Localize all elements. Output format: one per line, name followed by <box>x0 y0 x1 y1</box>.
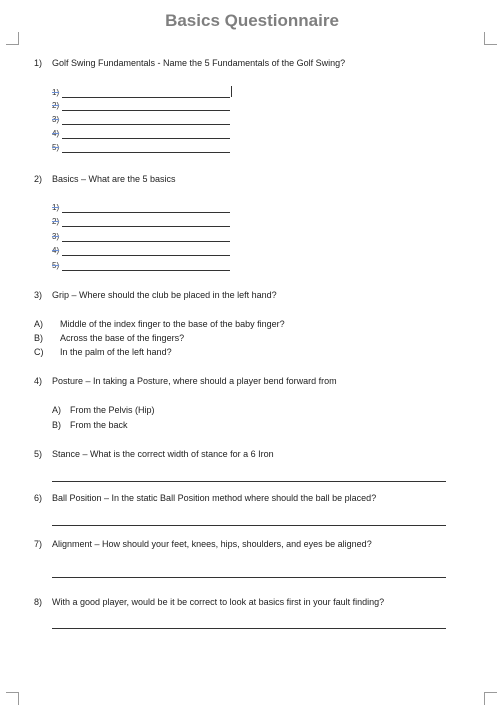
question-1-blank-number: 2) <box>52 101 60 110</box>
question-7-answer-line[interactable] <box>52 577 446 578</box>
option-text: From the back <box>70 420 128 430</box>
question-1-answer-line-1[interactable] <box>62 97 230 98</box>
question-2-text: Basics – What are the 5 basics <box>52 174 176 184</box>
question-8-answer-line[interactable] <box>52 628 446 629</box>
question-7-text: Alignment – How should your feet, knees, hips, shoulders, and eyes be aligned? <box>52 539 372 549</box>
question-2-blank-number: 2) <box>52 217 60 226</box>
question-4-text: Posture – In taking a Posture, where should a player bend forward from <box>52 376 337 386</box>
question-7-number: 7) <box>34 539 43 549</box>
question-6-text: Ball Position – In the static Ball Position method where should the ball be placed? <box>52 493 377 503</box>
question-5-answer-line[interactable] <box>52 481 446 482</box>
document-title: Basics Questionnaire <box>165 11 339 30</box>
question-2-blank-number: 1) <box>52 203 60 212</box>
question-2-blank-number: 3) <box>52 232 60 241</box>
question-4-number: 4) <box>34 376 43 386</box>
option-label: A) <box>52 405 61 415</box>
text-cursor <box>231 86 232 97</box>
question-3-number: 3) <box>34 290 43 300</box>
question-1-text: Golf Swing Fundamentals - Name the 5 Fundamentals of the Golf Swing? <box>52 58 346 68</box>
question-1-answer-line-3[interactable] <box>62 124 230 125</box>
question-2-number: 2) <box>34 174 43 184</box>
option-label: C) <box>34 347 44 357</box>
question-8-number: 8) <box>34 597 43 607</box>
question-1-blank-number: 5) <box>52 143 60 152</box>
option-text: Middle of the index finger to the base of the baby finger? <box>60 319 285 329</box>
page-corner-mark <box>6 32 19 45</box>
question-1-answer-line-5[interactable] <box>62 152 230 153</box>
question-1-blank-number: 4) <box>52 129 60 138</box>
page-corner-mark <box>484 32 497 45</box>
option-text: From the Pelvis (Hip) <box>70 405 155 415</box>
question-2-answer-line-3[interactable] <box>62 241 230 242</box>
question-1-number: 1) <box>34 58 43 68</box>
option-label: B) <box>34 333 43 343</box>
question-1-answer-line-2[interactable] <box>62 110 230 111</box>
question-2-blank-number: 4) <box>52 246 60 255</box>
question-5-number: 5) <box>34 449 43 459</box>
option-text: In the palm of the left hand? <box>60 347 172 357</box>
question-2-answer-line-1[interactable] <box>62 212 230 213</box>
question-2-blank-number: 5) <box>52 261 60 270</box>
question-6-number: 6) <box>34 493 43 503</box>
question-1-blank-number: 1) <box>52 88 60 97</box>
question-2-answer-line-4[interactable] <box>62 255 230 256</box>
question-8-text: With a good player, would be it be correct to look at basics first in your fault finding? <box>52 597 385 607</box>
option-label: B) <box>52 420 61 430</box>
page-corner-mark <box>484 692 497 705</box>
option-text: Across the base of the fingers? <box>60 333 185 343</box>
question-3-text: Grip – Where should the club be placed in the left hand? <box>52 290 277 300</box>
question-2-answer-line-5[interactable] <box>62 270 230 271</box>
question-1-answer-line-4[interactable] <box>62 138 230 139</box>
page-corner-mark <box>6 692 19 705</box>
option-label: A) <box>34 319 43 329</box>
question-6-answer-line[interactable] <box>52 525 446 526</box>
question-1-blank-number: 3) <box>52 115 60 124</box>
question-5-text: Stance – What is the correct width of stance for a 6 Iron <box>52 449 274 459</box>
question-2-answer-line-2[interactable] <box>62 226 230 227</box>
